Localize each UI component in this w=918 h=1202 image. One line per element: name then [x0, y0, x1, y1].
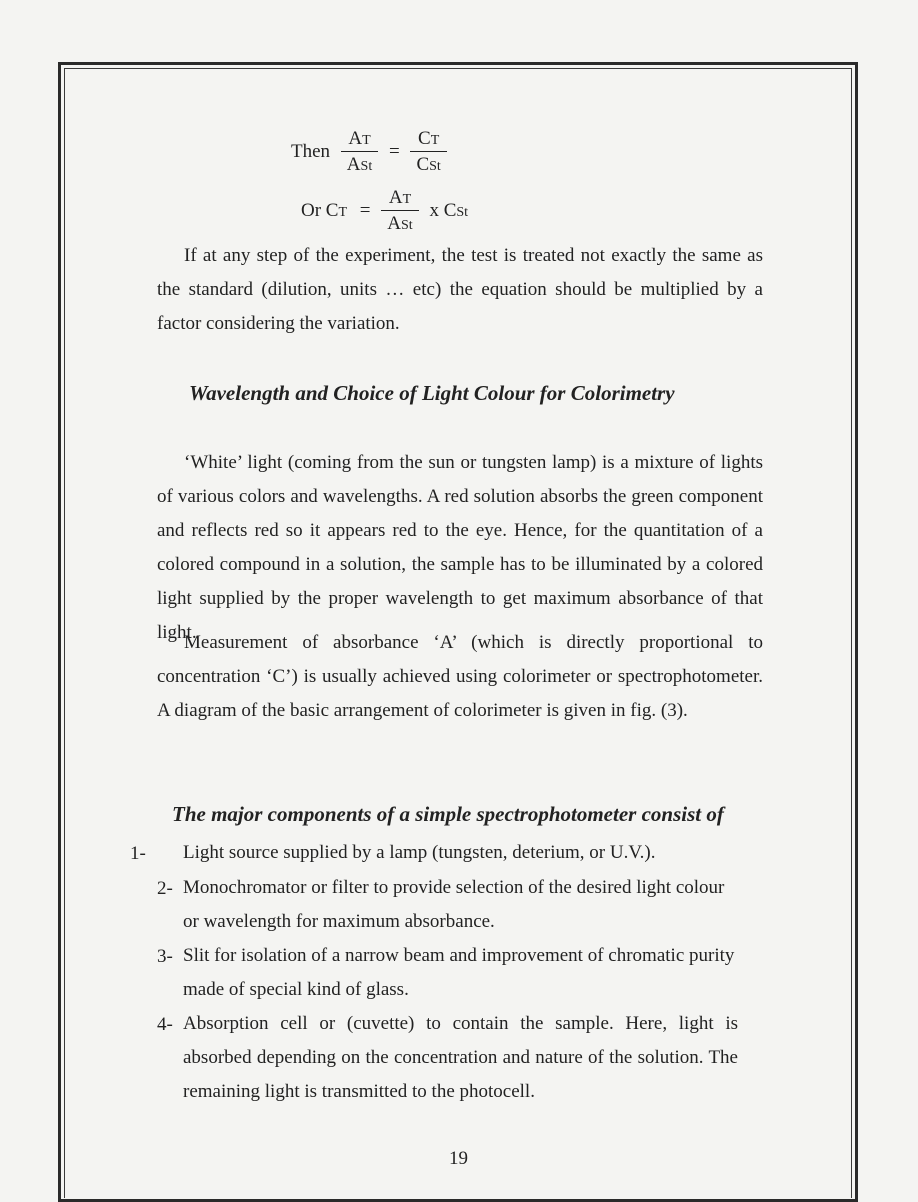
list-item-4: Absorption cell or (cuvette) to contain the sample. Here, light is absorbed depending on the concentration and nature of the solution. The remaining light is transmitted to the photocell. — [183, 1013, 738, 1102]
list-number-1: 1- — [130, 843, 146, 864]
eq1-right-num-sub: T — [430, 133, 440, 148]
eq1-right-fraction — [410, 128, 446, 176]
eq1-left-num-sub: T — [362, 133, 371, 148]
eq1-right-den: C — [416, 154, 430, 175]
equation-2 — [297, 187, 472, 235]
eq1-left-num: A — [348, 128, 363, 149]
eq2-prefix-sub: T — [338, 205, 348, 220]
list-number-4: 4- — [157, 1014, 173, 1035]
eq1-left-fraction — [341, 128, 378, 176]
list-item-1: Light source supplied by a lamp (tungsten, deterium, or U.V.). — [183, 842, 656, 863]
heading-wavelength: Wavelength and Choice of Light Colour for Colorimetry — [189, 381, 675, 405]
eq2-suffix — [429, 200, 468, 222]
list-number-2: 2- — [157, 878, 173, 899]
paragraph-dilution-factor: If at any step of the experiment, the test is treated not exactly the same as the standard (dilution, units … etc) the equation should be multiplied by a factor considering the variation. — [157, 245, 763, 334]
eq1-left-den: A — [346, 154, 361, 175]
eq1-left-den-sub: St — [360, 159, 373, 174]
paragraph-measurement: Measurement of absorbance ‘A’ (which is directly proportional to concentration ‘C’) is usually achieved using colorimeter or spectrophotometer. A diagram of the basic arrangement of colorimeter is given in fig. (3). — [157, 632, 763, 721]
eq2-num-sub: T — [402, 192, 412, 207]
eq1-right-num: C — [418, 128, 431, 149]
eq2-prefix — [301, 200, 347, 222]
paragraph-white-light: ‘White’ light (coming from the sun or tungsten lamp) is a mixture of lights of various colors and wavelengths. A red solution absorbs the green component and reflects red so it appears red to the eye. Hence, for the quantitation of a colored compound in a solution, the sample has to be illuminated by a colored light supplied by the proper wavelength to get maximum absorbance of that light. — [157, 452, 763, 643]
eq2-den-sub: St — [401, 218, 413, 233]
eq2-equals: = — [359, 200, 371, 221]
eq2-num: A — [388, 187, 403, 208]
eq2-fraction — [381, 187, 418, 235]
heading-components: The major components of a simple spectrophotometer consist of — [172, 802, 724, 826]
eq2-suffix-sub: St — [456, 205, 469, 220]
page-number: 19 — [449, 1148, 468, 1169]
eq2-den: A — [387, 213, 401, 234]
list-item-3: Slit for isolation of a narrow beam and improvement of chromatic purity made of special kind of glass. — [183, 945, 735, 1000]
eq1-right-den-sub: St — [429, 159, 441, 174]
list-number-3: 3- — [157, 946, 173, 967]
list-item-2: Monochromator or filter to provide selection of the desired light colour or wavelength for maximum absorbance. — [183, 877, 725, 932]
eq2-prefix-text: Or C — [301, 200, 339, 221]
eq1-equals: = — [388, 141, 400, 162]
eq1-prefix: Then — [291, 141, 331, 162]
eq2-suffix-text: x C — [429, 200, 457, 221]
equation-1 — [287, 128, 449, 176]
